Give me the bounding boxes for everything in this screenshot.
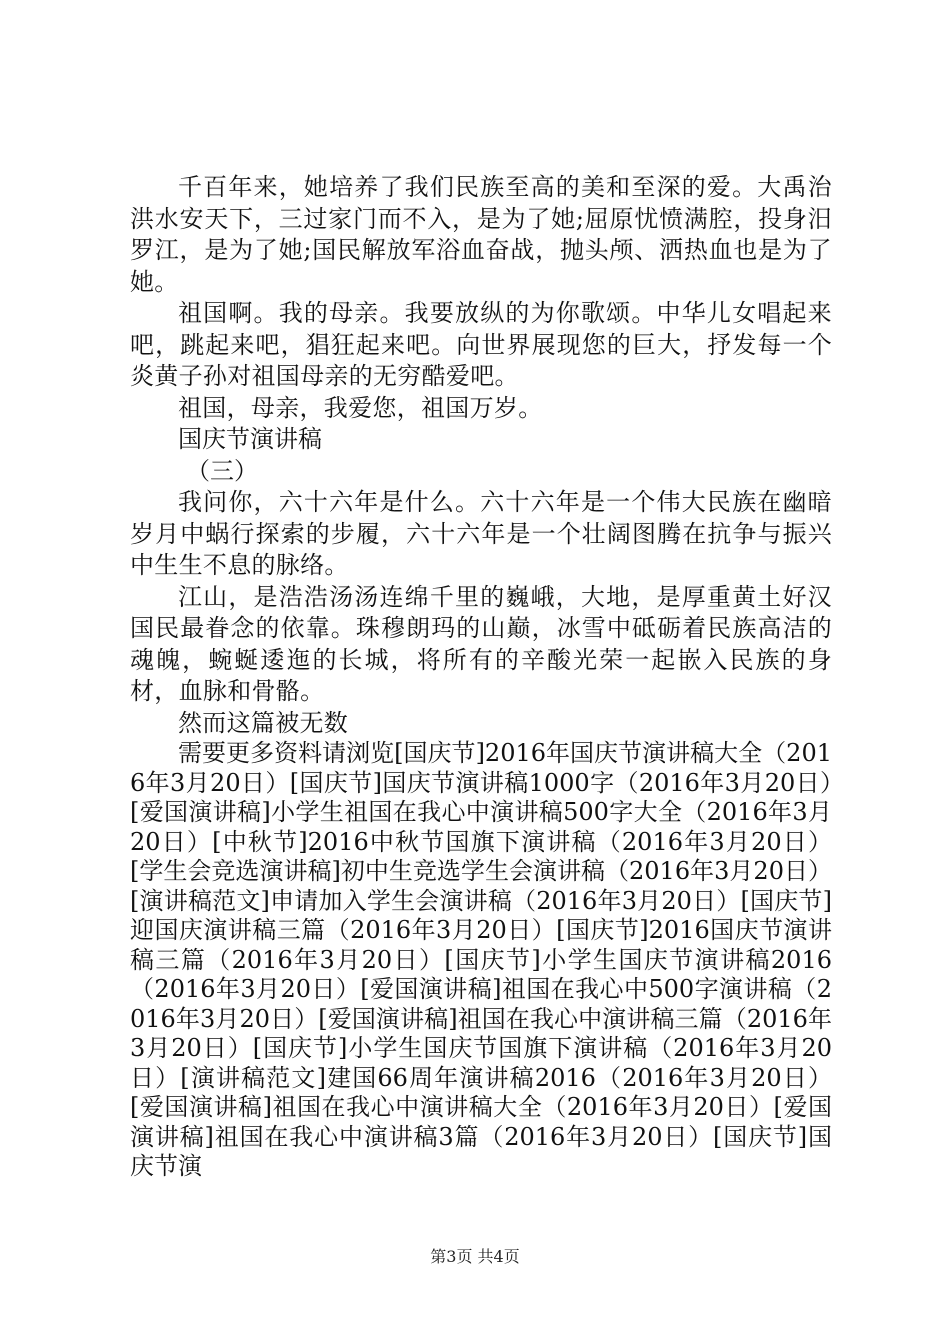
section-number: （三） — [186, 456, 258, 485]
more-links-paragraph: 需要更多资料请浏览[国庆节]2016年国庆节演讲稿大全（2016年3月20日）[国庆节]国庆节演讲稿1000字（2016年3月20日）[爱国演讲稿]小学生祖国在我心中演讲稿500字大全（2016年3月20日）[中秋节]2016中秋节国旗下演讲稿（2016年3月20日）[学生会竞选演讲稿]初中生竞选学生会演讲稿（2016年3月20日）[演讲稿范文]申请加入学生会演讲稿（2016年3月20日）[国庆节]迎国庆演讲稿三篇（2016年3月20日）[国庆节]2016国庆节演讲稿三篇（2016年3月20日）[国庆节]小学生国庆节演讲稿2016（2016年3月20日）[爱国演讲稿]祖国在我心中500字演讲稿（2016年3月20日）[爱国演讲稿]祖国在我心中演讲稿三篇（2016年3月20日）[国庆节]小学生国庆节国旗下演讲稿（2016年3月20日）[演讲稿范文]建国66周年演讲稿2016（2016年3月20日）[爱国演讲稿]祖国在我心中演讲稿大全（2016年3月20日）[爱国演讲稿]祖国在我心中演讲稿3篇（2016年3月20日）[国庆节]国庆节演 — [130, 739, 832, 1180]
paragraph: 祖国啊。我的母亲。我要放纵的为你歌颂。中华儿女唱起来吧，跳起来吧，猖狂起来吧。向世界展现您的巨大，抒发每一个炎黄子孙对祖国母亲的无穷酷爱吧。 — [130, 299, 832, 390]
paragraph: 江山，是浩浩汤汤连绵千里的巍峨，大地，是厚重黄土好汉国民最眷念的依靠。珠穆朗玛的山巅，冰雪中砥砺着民族高洁的魂魄，蜿蜒逶迤的长城，将所有的辛酸光荣一起嵌入民族的身材，血脉和骨骼。 — [130, 582, 832, 705]
document-body — [130, 172, 832, 1182]
paragraph: 祖国，母亲，我爱您，祖国万岁。 — [178, 393, 543, 422]
paragraph: 然而这篇被无数 — [178, 708, 349, 737]
paragraph: 千百年来，她培养了我们民族至高的美和至深的爱。大禹治洪水安天下，三过家门而不入，是为了她;屈原忧愤满腔，投身汨罗江，是为了她;国民解放军浴血奋战，抛头颅、洒热血也是为了她。 — [130, 173, 832, 296]
paragraph: 我问你，六十六年是什么。六十六年是一个伟大民族在幽暗岁月中蜗行探索的步履，六十六年是一个壮阔图腾在抗争与振兴中生生不息的脉络。 — [130, 488, 832, 579]
section-title: 国庆节演讲稿 — [178, 425, 322, 453]
page-number: 第3页 共4页 — [430, 1247, 520, 1266]
